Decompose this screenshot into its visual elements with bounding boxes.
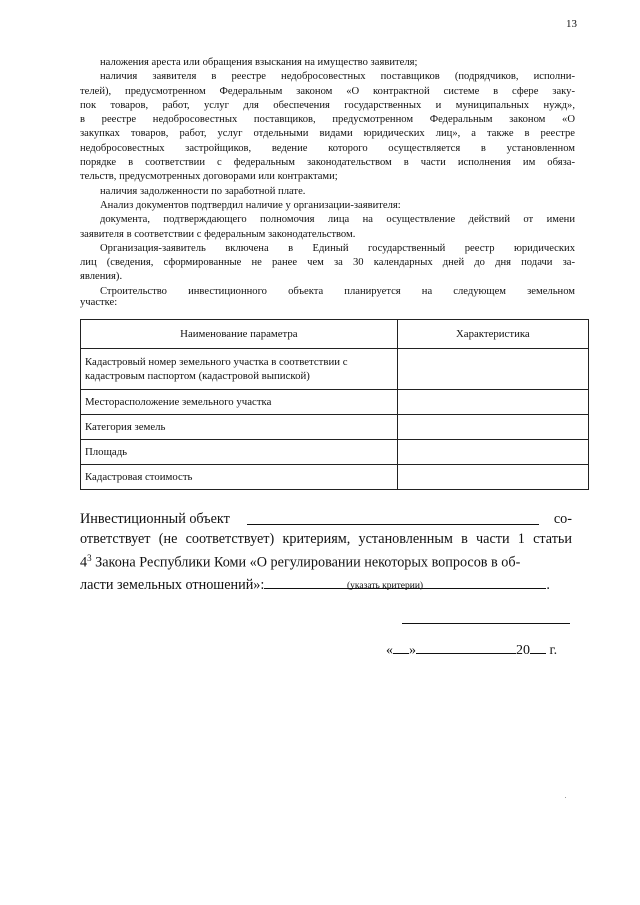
table-row	[81, 440, 589, 465]
conclusion-line: ответствует (не соответствует) критериям, установленным в части 1 статьи	[80, 530, 572, 547]
table-row	[81, 415, 589, 440]
article-number: 4	[80, 554, 88, 571]
table-header-value: Характеристика	[397, 320, 588, 349]
text-line: Организация-заявитель включена в Единый государственный реестр юридических	[100, 242, 575, 254]
page-number: 13	[566, 18, 577, 30]
text-line: документа, подтверждающего полномочия лица на осуществление действий от имени	[100, 214, 575, 226]
table-header-row	[81, 320, 589, 349]
text-line: Строительство инвестиционного объекта планируется на следующем земельном	[100, 285, 575, 297]
text-line: порядке в соответствии с федеральным законодательством в части исполнения им обяза-	[80, 157, 575, 169]
land-plot-table	[80, 319, 589, 490]
period: .	[546, 576, 550, 593]
body-text	[80, 56, 575, 310]
param-value	[397, 390, 588, 415]
param-value	[397, 440, 588, 465]
signature-line	[402, 623, 570, 624]
table-row	[81, 465, 589, 490]
day-blank	[393, 640, 409, 654]
param-name: Категория земель	[81, 415, 398, 440]
table-header-param: Наименование параметра	[81, 320, 398, 349]
text-line: тельств, предусмотренных договорами или контрактами;	[80, 171, 338, 183]
criteria-hint: (указать критерии)	[347, 581, 424, 591]
conclusion-end: со-	[553, 511, 572, 527]
text-line: лиц (сведения, сформированные не ранее чем за 30 календарных дней до дня подачи за-	[80, 257, 575, 269]
year-prefix: 20	[516, 643, 530, 658]
conclusion-line	[80, 574, 572, 596]
conclusion-text	[80, 510, 572, 595]
date-line	[386, 640, 557, 659]
conclusion-line	[80, 510, 572, 530]
text-line: явления).	[80, 271, 123, 283]
close-quote: »	[409, 643, 416, 658]
scan-dot	[565, 797, 566, 798]
object-name-blank	[247, 510, 539, 525]
param-value	[397, 349, 588, 390]
text-line: наличия заявителя в реестре недобросовестных поставщиков (подрядчиков, исполни-	[100, 71, 575, 83]
text-line: недобросовестных застройщиков, ведение которого осуществляется в установленном	[80, 142, 575, 154]
text-line: заявителя в соответствии с федеральным законодательством.	[80, 228, 356, 240]
year-blank	[530, 640, 546, 654]
article-superscript: 3	[87, 553, 92, 564]
text-line: пок товаров, работ, услуг для обеспечения государственных и муниципальных нужд»,	[80, 99, 575, 111]
text-line: в реестре недобросовестных поставщиков, предусмотренном Федеральным законом «О	[80, 114, 575, 126]
table-row	[81, 390, 589, 415]
year-suffix: г.	[549, 643, 558, 658]
param-name: Месторасположение земельного участка	[81, 390, 398, 415]
text-line: телей), предусмотренном Федеральным законом «О контрактной системе в сфере заку-	[80, 85, 575, 97]
table-row	[81, 349, 589, 390]
text-line: Анализ документов подтвердил наличие у организации-заявителя:	[100, 199, 401, 211]
param-name: Кадастровая стоимость	[81, 465, 398, 490]
month-blank	[416, 640, 516, 654]
open-quote: «	[386, 643, 393, 658]
conclusion-start: Инвестиционный объект	[80, 511, 230, 527]
text-line: участке:	[80, 297, 118, 309]
param-value	[397, 415, 588, 440]
text-line: наличия задолженности по заработной плате.	[100, 185, 306, 197]
text-line: закупках товаров, работ, услуг отдельными видами юридических лиц», а также в реестре	[80, 128, 575, 140]
param-value	[397, 465, 588, 490]
param-name: Площадь	[81, 440, 398, 465]
conclusion-area: ласти земельных отношений»:	[80, 576, 265, 593]
conclusion-line	[80, 549, 572, 573]
param-name: Кадастровый номер земельного участка в соответствии с кадастровым паспортом (кадастровой выпиской)	[81, 349, 398, 390]
text-line: наложения ареста или обращения взыскания на имущество заявителя;	[100, 57, 418, 68]
law-reference: Закона Республики Коми «О регулировании некоторых вопросов в об-	[95, 554, 521, 571]
